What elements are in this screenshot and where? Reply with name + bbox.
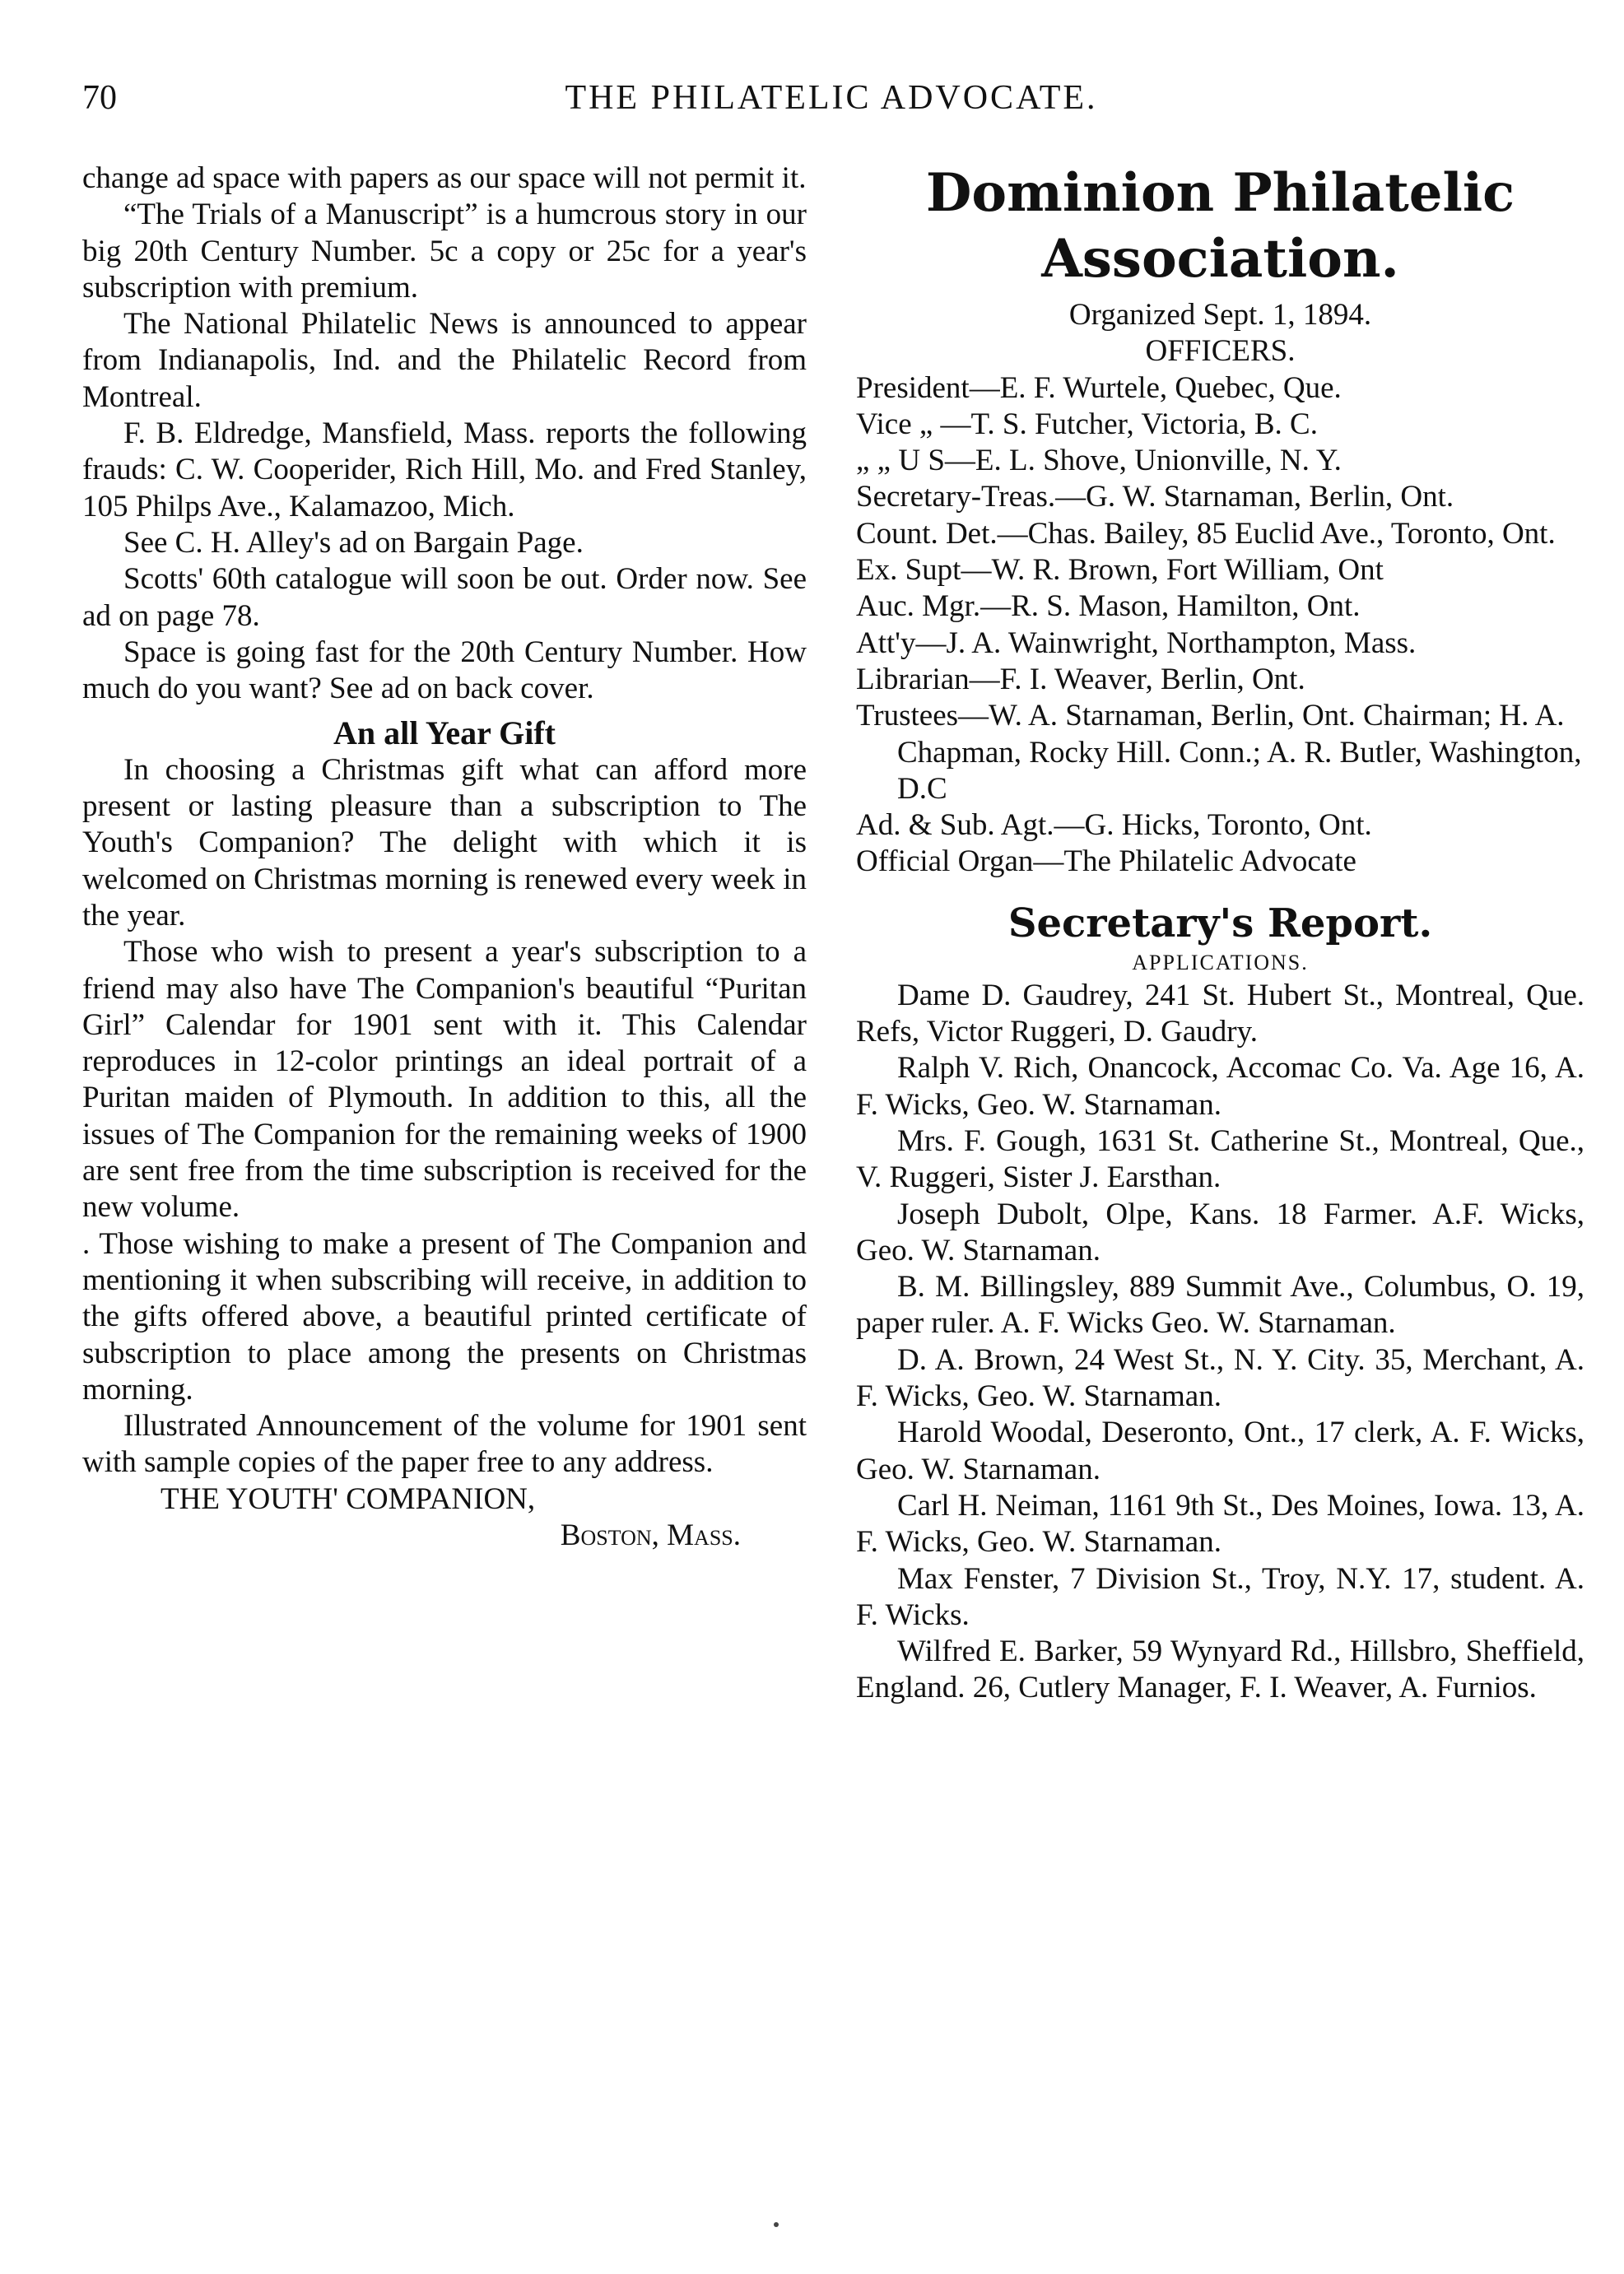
print-speck (774, 2222, 779, 2227)
application-entry: Carl H. Neiman, 1161 9th St., Des Moines, Iowa. 13, A. F. Wicks, Geo. W. Starnaman. (856, 1488, 1584, 1560)
gift-paragraph: Illustrated Announcement of the volume for 1901 sent with sample copies of the paper free to any address. (82, 1409, 807, 1480)
gift-heading: An all Year Gift (333, 714, 556, 752)
paragraph: “The Trials of a Manuscript” is a humcrous story in our big 20th Century Number. 5c a copy or 25c for a year's subscription with premium. (82, 198, 807, 305)
application-entry: B. M. Billingsley, 889 Summit Ave., Columbus, O. 19, paper ruler. A. F. Wicks Geo. W. Starnaman. (856, 1270, 1584, 1341)
paragraph: Scotts' 60th catalogue will soon be out. Order now. See ad on page 78. (82, 562, 807, 633)
gift-paragraph: In choosing a Christmas gift what can afford more present or lasting pleasure than a subscription to The Youth's Companion? The delight with which it is welcomed on Christmas morning is renewed every week in the year. (82, 752, 807, 932)
paragraph: The National Philatelic News is announced to appear from Indianapolis, Ind. and the Philatelic Record from Montreal. (82, 307, 807, 414)
organized-date: Organized Sept. 1, 1894. (1068, 298, 1372, 332)
running-title: THE PHILATELIC ADVOCATE. (565, 79, 1098, 117)
application-entry: Joseph Dubolt, Olpe, Kans. 18 Farmer. A.F. Wicks, Geo. W. Starnaman. (856, 1197, 1584, 1267)
secretary-report-heading: Secretary's Report. (1007, 900, 1433, 946)
officer-line: Auc. Mgr.—R. S. Mason, Hamilton, Ont. (856, 589, 1361, 624)
officers-heading: OFFICERS. (1145, 334, 1296, 369)
officer-line: Trustees—W. A. Starnaman, Berlin, Ont. Chairman; H. A. Chapman, Rocky Hill. Conn.; A. R. Butler, Washington, D.C (856, 699, 1582, 806)
application-entry: Wilfred E. Barker, 59 Wynyard Rd., Hillsbro, Sheffield, England. 26, Cutlery Manager, F. I. Weaver, A. Furnios. (856, 1635, 1584, 1705)
application-entry: Max Fenster, 7 Division St., Troy, N.Y. 17, student. A. F. Wicks. (856, 1561, 1584, 1632)
applications-heading: APPLICATIONS. (1132, 950, 1309, 974)
association-title-line2: Association. (1041, 228, 1399, 290)
officer-line: „ „ U S—E. L. Shove, Unionville, N. Y. (856, 444, 1342, 478)
application-entry: Ralph V. Rich, Onancock, Accomac Co. Va. Age 16, A. F. Wicks, Geo. W. Starnaman. (856, 1051, 1584, 1122)
officer-line: President—E. F. Wurtele, Quebec, Que. (856, 370, 1342, 405)
association-title-line1: Dominion Philatelic (925, 162, 1515, 224)
officer-line: Vice „ —T. S. Futcher, Victoria, B. C. (856, 407, 1318, 441)
page-header (82, 78, 1580, 136)
officer-line: Ex. Supt—W. R. Brown, Fort William, Ont (856, 553, 1384, 588)
officer-line: Att'y—J. A. Wainwright, Northampton, Mass. (856, 625, 1417, 660)
paragraph: change ad space with papers as our space will not permit it. (82, 161, 807, 195)
right-column (856, 160, 1584, 1707)
signature: THE YOUTH' COMPANION, (161, 1481, 536, 1516)
officer-line: Official Organ—The Philatelic Advocate (856, 844, 1356, 879)
officer-line: Secretary-Treas.—G. W. Starnaman, Berlin, Ont. (856, 480, 1454, 514)
officer-line: Ad. & Sub. Agt.—G. Hicks, Toronto, Ont. (856, 808, 1372, 843)
paragraph: See C. H. Alley's ad on Bargain Page. (123, 525, 584, 560)
officer-line: Count. Det.—Chas. Bailey, 85 Euclid Ave., Toronto, Ont. (856, 516, 1556, 551)
page-number: 70 (82, 79, 117, 117)
signature-place: Boston, Mass. (560, 1518, 741, 1552)
application-entry: Harold Woodal, Deseronto, Ont., 17 clerk, A. F. Wicks, Geo. W. Starnaman. (856, 1416, 1584, 1486)
officer-line: Librarian—F. I. Weaver, Berlin, Ont. (856, 662, 1305, 696)
application-entry: Mrs. F. Gough, 1631 St. Catherine St., Montreal, Que., V. Ruggeri, Sister J. Earsthan. (856, 1123, 1584, 1195)
paragraph: F. B. Eldredge, Mansfield, Mass. reports the following frauds: C. W. Cooperider, Rich Hill, Mo. and Fred Stanley, 105 Philps Ave., Kalamazoo, Mich. (82, 416, 807, 523)
application-entry: D. A. Brown, 24 West St., N. Y. City. 35, Merchant, A. F. Wicks, Geo. W. Starnaman. (856, 1342, 1584, 1414)
application-entry: Dame D. Gaudrey, 241 St. Hubert St., Montreal, Que. Refs, Victor Ruggeri, D. Gaudry. (856, 978, 1584, 1049)
gift-paragraph: . Those wishing to make a present of The Companion and mentioning it when subscribing will receive, in addition to the gifts offered above, a beautiful printed certificate of subscription to place among the presents on Christmas morning. (82, 1226, 807, 1407)
gift-paragraph: Those who wish to present a year's subscription to a friend may also have The Companion's beautiful “Puritan Girl” Calendar for 1901 sent with it. This Calendar reproduces in 12-color printings an ideal portrait of a Puritan maiden of Plymouth. In addition to this, all the issues of The Companion for the remaining weeks of 1900 are sent free from the time subscription is received for the new volume. (82, 935, 807, 1225)
left-column (82, 160, 807, 1554)
paragraph: Space is going fast for the 20th Century Number. How much do you want? See ad on back cover. (82, 635, 807, 706)
